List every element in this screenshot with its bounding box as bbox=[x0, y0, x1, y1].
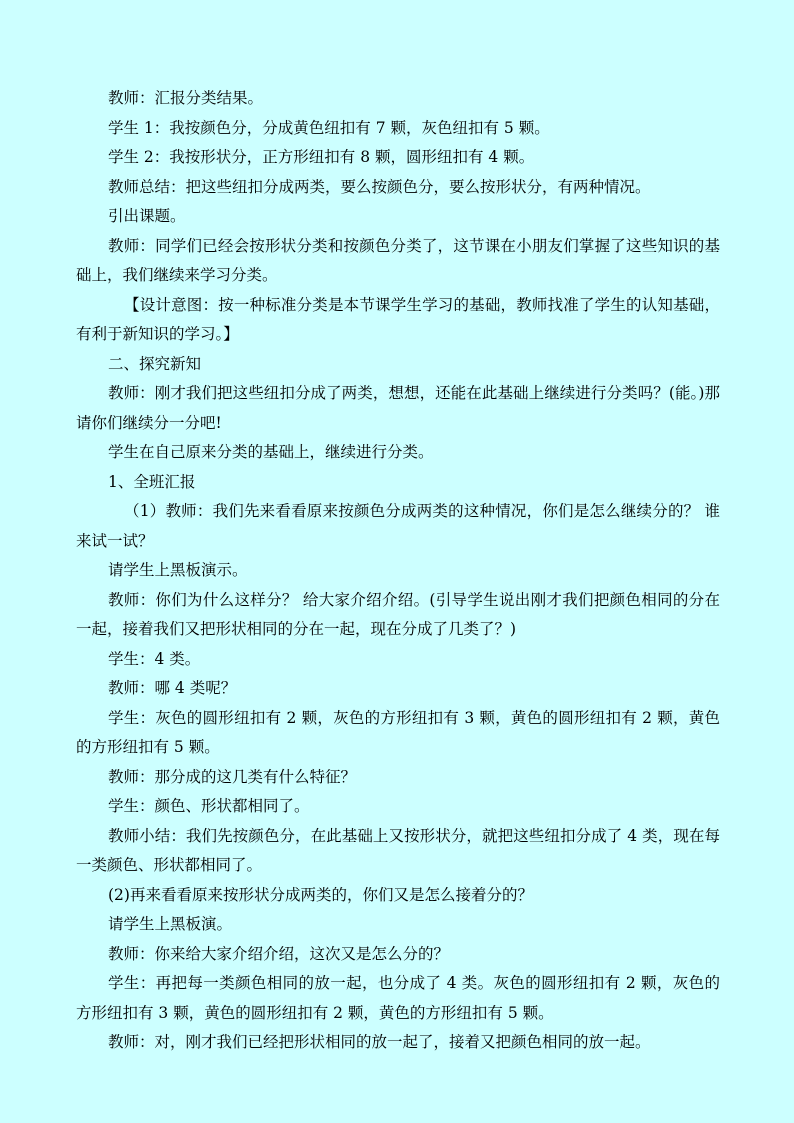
paragraph: 教师：哪 4 类呢？ bbox=[108, 679, 237, 697]
paragraph: 教师：对，刚才我们已经把形状相同的放一起了，接着又把颜色相同的放一起。 bbox=[108, 1033, 651, 1051]
paragraph: 学生：颜色、形状都相同了。 bbox=[108, 797, 310, 815]
paragraph: 教师小结：我们先按颜色分，在此基础上又按形状分，就把这些纽扣分成了 4 类，现在每一类颜色、形状都相同了。 bbox=[76, 826, 720, 874]
subsection-heading: 1、全班汇报 bbox=[108, 472, 196, 491]
paragraph: 引出课题。 bbox=[108, 207, 186, 225]
paragraph: 教师：同学们已经会按形状分类和按颜色分类了，这节课在小朋友们掌握了这些知识的基础上，我们继续来学习分类。 bbox=[76, 236, 720, 284]
design-intent-note: 【设计意图：按一种标准分类是本节课学生学习的基础，教师找准了学生的认知基础，有利于新知识的学习。】 bbox=[76, 295, 720, 343]
section-heading: 二、探究新知 bbox=[108, 354, 202, 373]
paragraph: 请学生上黑板演。 bbox=[108, 915, 233, 933]
paragraph: 学生 1：我按颜色分，分成黄色纽扣有 7 颗，灰色纽扣有 5 颗。 bbox=[108, 118, 550, 137]
paragraph: 学生：再把每一类颜色相同的放一起，也分成了 4 类。灰色的圆形纽扣有 2 颗，灰色的方形纽扣有 3 颗，黄色的圆形纽扣有 2 颗，黄色的方形纽扣有 5 颗。 bbox=[76, 974, 720, 1022]
paragraph: 请学生上黑板演示。 bbox=[108, 561, 248, 579]
paragraph: 学生在自己原来分类的基础上，继续进行分类。 bbox=[108, 443, 434, 461]
document-body bbox=[76, 84, 720, 1058]
paragraph: 教师：你们为什么这样分？ 给大家介绍介绍。(引导学生说出刚才我们把颜色相同的分在一起，接着我们又把形状相同的分在一起，现在分成了几类了？) bbox=[76, 590, 720, 638]
paragraph: 学生：灰色的圆形纽扣有 2 颗，灰色的方形纽扣有 3 颗，黄色的圆形纽扣有 2 颗，黄色的方形纽扣有 5 颗。 bbox=[76, 708, 720, 756]
paragraph: 教师：汇报分类结果。 bbox=[108, 89, 264, 107]
paragraph: 教师：那分成的这几类有什么特征？ bbox=[108, 767, 357, 786]
paragraph: (2)再来看看原来按形状分成两类的，你们又是怎么接着分的？ bbox=[108, 885, 533, 904]
paragraph: 教师：刚才我们把这些纽扣分成了两类，想想，还能在此基础上继续进行分类吗？(能。)那请你们继续分一分吧! bbox=[76, 384, 720, 432]
paragraph: 学生 2：我按形状分，正方形纽扣有 8 颗，圆形纽扣有 4 颗。 bbox=[108, 148, 535, 166]
paragraph: （1）教师：我们先来看看原来按颜色分成两类的这种情况，你们是怎么继续分的？ 谁来试一试？ bbox=[76, 502, 720, 550]
paragraph: 教师总结：把这些纽扣分成两类，要么按颜色分，要么按形状分，有两种情况。 bbox=[108, 177, 651, 196]
paragraph: 教师：你来给大家介绍介绍，这次又是怎么分的？ bbox=[108, 944, 450, 963]
paragraph: 学生：4 类。 bbox=[108, 649, 201, 668]
